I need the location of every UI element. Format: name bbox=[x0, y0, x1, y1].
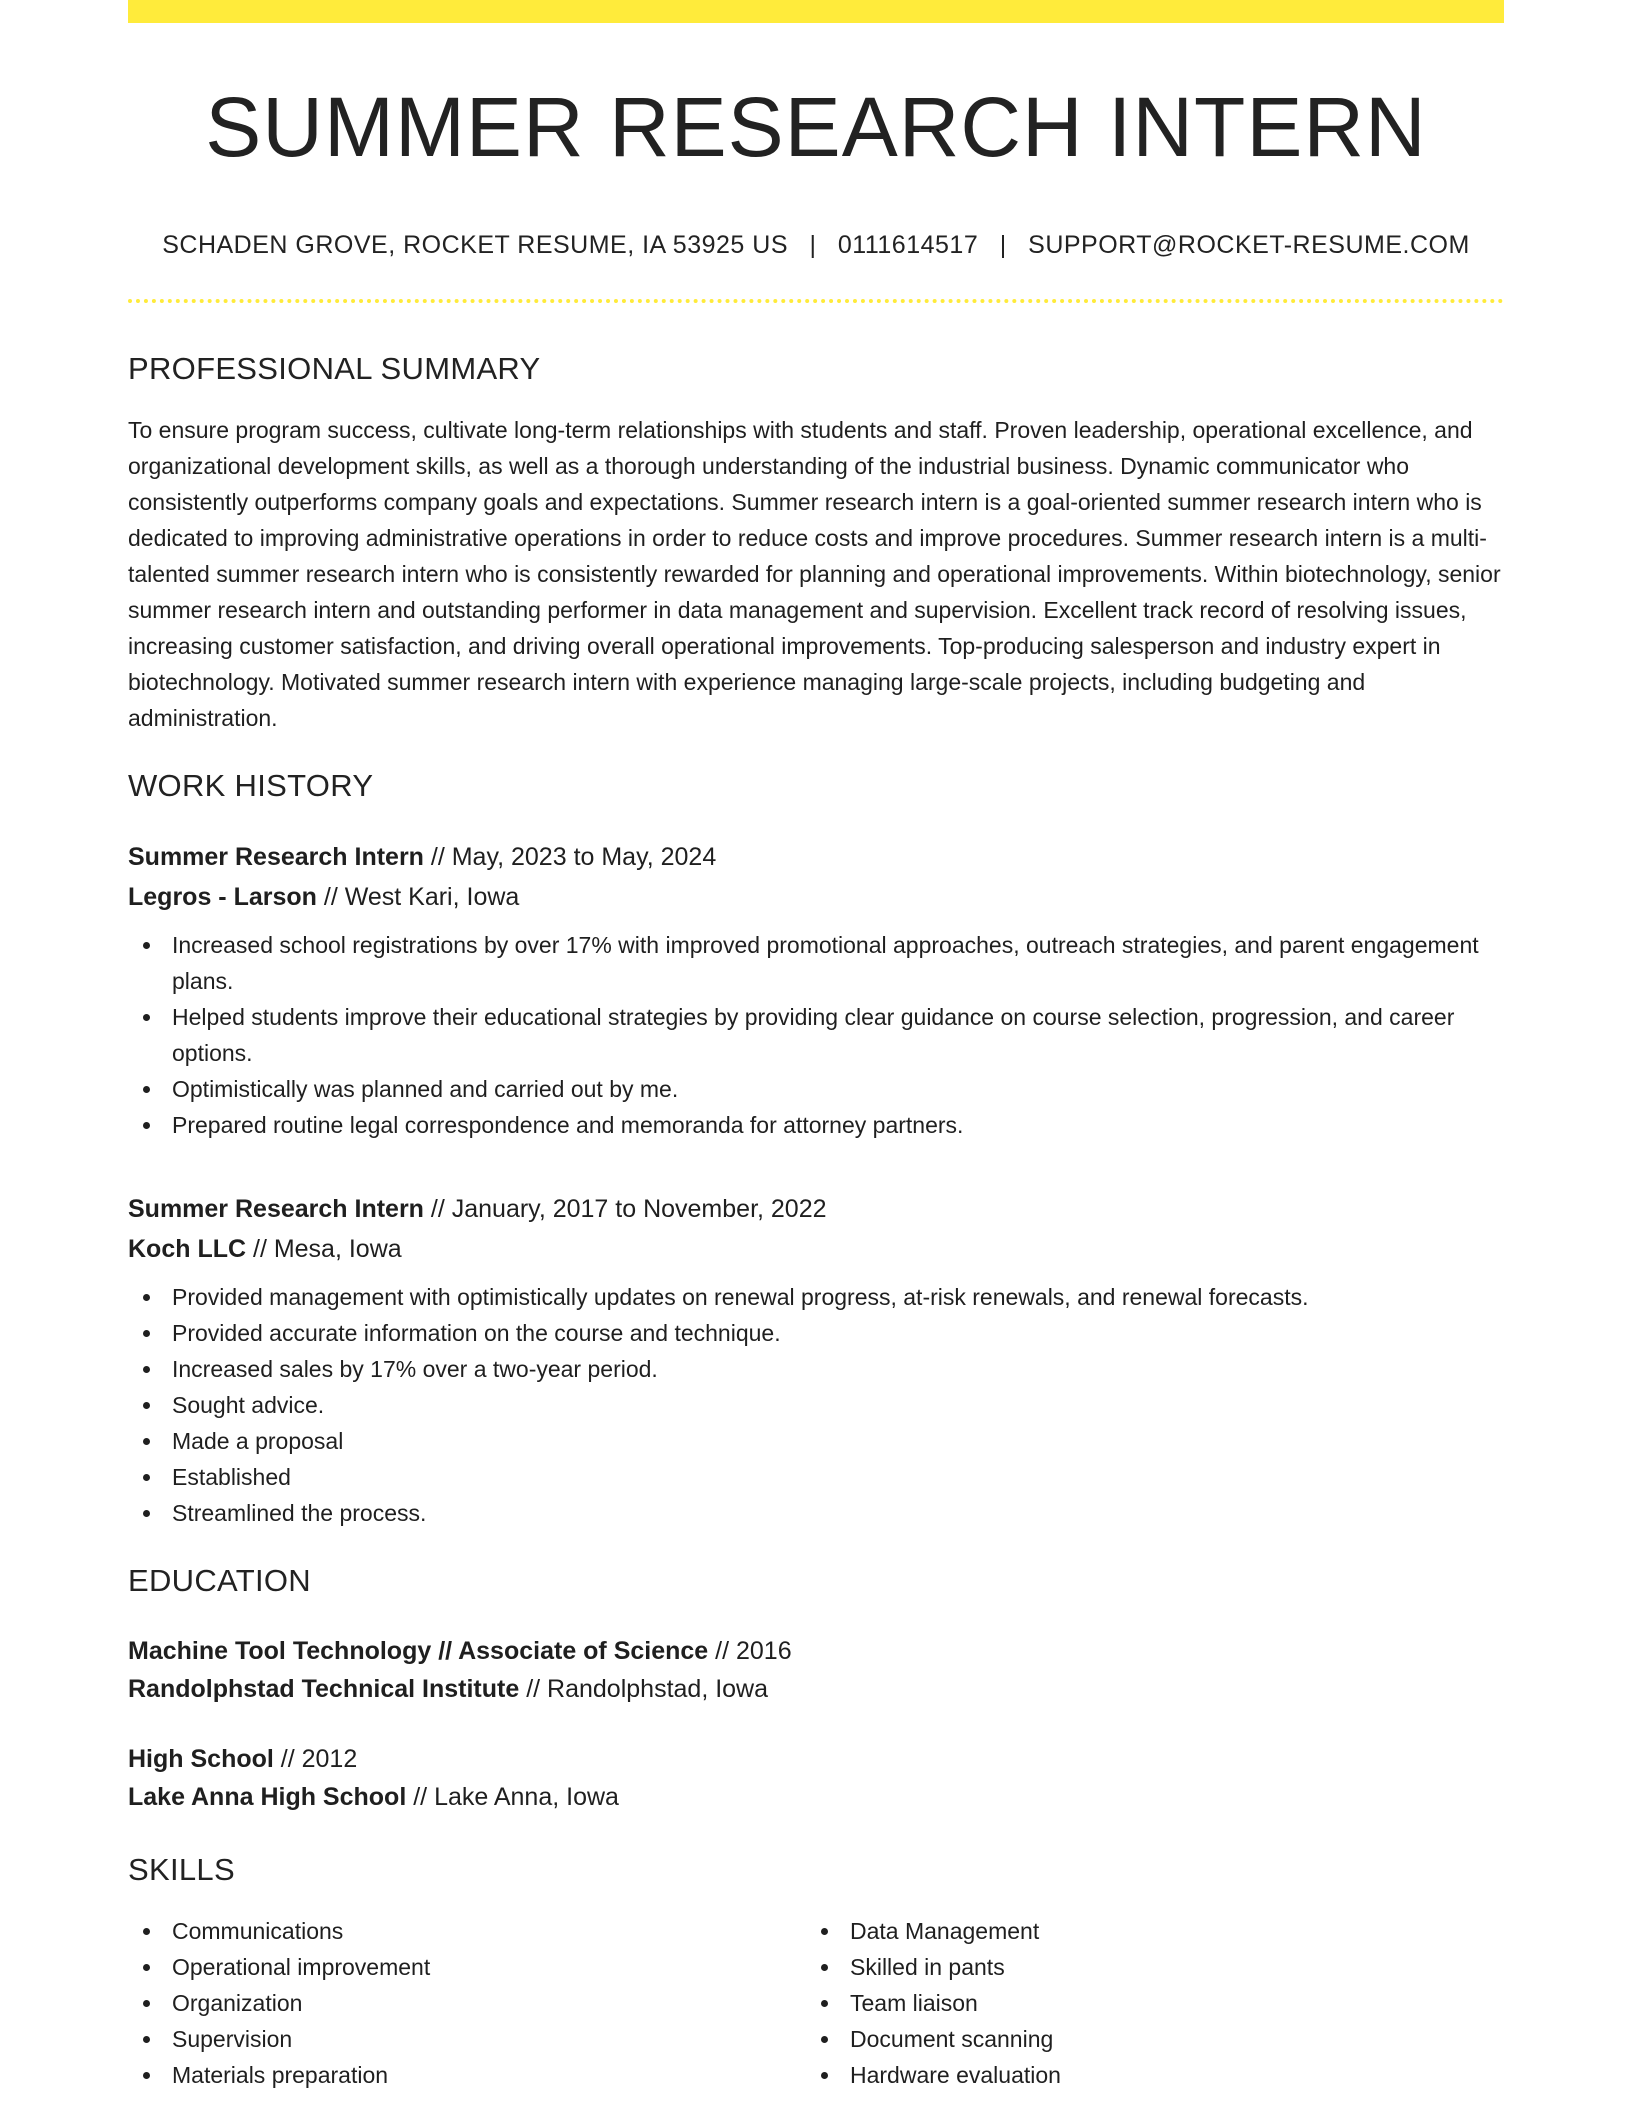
skill-item bbox=[806, 1913, 1484, 1949]
job-bullet-text: Helped students improve their educational strategies by providing clear guidance on course selection, progression, and career options. bbox=[172, 1004, 1455, 1066]
education-school: Lake Anna High School bbox=[128, 1783, 407, 1811]
skill-item bbox=[128, 1985, 806, 2021]
job-company-line bbox=[128, 877, 1504, 917]
section-heading-work-history: WORK HISTORY bbox=[128, 768, 374, 803]
section-heading-skills: SKILLS bbox=[128, 1852, 235, 1887]
job-bullet bbox=[128, 1071, 1504, 1107]
skill-item bbox=[806, 1949, 1484, 1985]
skill-text: Skilled in pants bbox=[850, 1954, 1005, 1980]
skill-text: Organization bbox=[172, 1990, 303, 2016]
section-heading-education: EDUCATION bbox=[128, 1563, 311, 1598]
job-bullet bbox=[128, 999, 1504, 1071]
job-bullet bbox=[128, 1107, 1504, 1143]
education-degree: High School bbox=[128, 1745, 274, 1773]
bullet-dot-icon bbox=[821, 2072, 828, 2079]
job-entry bbox=[128, 1189, 1504, 1531]
skills-column-left bbox=[128, 1913, 806, 2093]
job-bullet bbox=[128, 1279, 1504, 1315]
education-degree-line bbox=[128, 1632, 1504, 1670]
bullet-dot-icon bbox=[821, 2036, 828, 2043]
bullet-dot-icon bbox=[143, 1014, 150, 1021]
contact-separator: | bbox=[809, 231, 817, 259]
candidate-name: SUMMER RESEARCH INTERN bbox=[205, 80, 1427, 174]
contact-email[interactable]: SUPPORT@ROCKET-RESUME.COM bbox=[1028, 231, 1470, 259]
education-school: Randolphstad Technical Institute bbox=[128, 1675, 520, 1703]
bullet-dot-icon bbox=[143, 1122, 150, 1129]
bullet-dot-icon bbox=[143, 1402, 150, 1409]
bullet-dot-icon bbox=[143, 2072, 150, 2079]
bullet-dot-icon bbox=[143, 1086, 150, 1093]
job-bullet-text: Increased sales by 17% over a two-year period. bbox=[172, 1356, 658, 1382]
job-bullet-text: Provided accurate information on the course and technique. bbox=[172, 1320, 781, 1346]
job-title-line bbox=[128, 1189, 1504, 1229]
skill-item bbox=[128, 2057, 806, 2093]
bullet-dot-icon bbox=[143, 1510, 150, 1517]
job-bullet-text: Streamlined the process. bbox=[172, 1500, 427, 1526]
education-degree: Machine Tool Technology // Associate of Science bbox=[128, 1637, 709, 1665]
bullet-dot-icon bbox=[143, 1928, 150, 1935]
education-degree-line bbox=[128, 1740, 1504, 1778]
skill-item bbox=[128, 2021, 806, 2057]
job-bullet-text: Optimistically was planned and carried out by me. bbox=[172, 1076, 679, 1102]
job-bullet-list bbox=[128, 1279, 1504, 1531]
bullet-dot-icon bbox=[143, 2000, 150, 2007]
job-bullet-text: Provided management with optimistically updates on renewal progress, at-risk renewals, and renewal forecasts. bbox=[172, 1284, 1309, 1310]
skill-text: Communications bbox=[172, 1918, 344, 1944]
skills-grid bbox=[128, 1913, 1504, 2093]
job-bullet-text: Sought advice. bbox=[172, 1392, 325, 1418]
job-bullet-text: Increased school registrations by over 17% with improved promotional approaches, outreach strategies, and parent engagement plans. bbox=[172, 932, 1479, 994]
bullet-dot-icon bbox=[143, 942, 150, 949]
education-location: // Lake Anna, Iowa bbox=[406, 1783, 619, 1811]
skill-text: Team liaison bbox=[850, 1990, 978, 2016]
skill-text: Document scanning bbox=[850, 2026, 1054, 2052]
job-company: Koch LLC bbox=[128, 1235, 247, 1263]
job-dates: // May, 2023 to May, 2024 bbox=[423, 843, 717, 871]
education-school-line bbox=[128, 1670, 1504, 1708]
bullet-dot-icon bbox=[143, 1366, 150, 1373]
bullet-dot-icon bbox=[143, 1474, 150, 1481]
bullet-dot-icon bbox=[821, 1964, 828, 1971]
job-dates: // January, 2017 to November, 2022 bbox=[423, 1195, 827, 1223]
skills-column-right bbox=[806, 1913, 1484, 2093]
job-bullet bbox=[128, 1387, 1504, 1423]
skill-item bbox=[806, 2057, 1484, 2093]
job-bullet bbox=[128, 1459, 1504, 1495]
job-entry bbox=[128, 837, 1504, 1143]
skill-item bbox=[806, 1985, 1484, 2021]
job-bullet bbox=[128, 1315, 1504, 1351]
education-school-line bbox=[128, 1778, 1504, 1816]
education-year: // 2016 bbox=[708, 1637, 792, 1665]
contact-line bbox=[128, 231, 1504, 260]
accent-top-bar bbox=[128, 0, 1504, 23]
job-bullet bbox=[128, 1351, 1504, 1387]
job-location: // West Kari, Iowa bbox=[316, 883, 520, 911]
bullet-dot-icon bbox=[821, 2000, 828, 2007]
education-entry bbox=[128, 1740, 1504, 1816]
contact-address: SCHADEN GROVE, ROCKET RESUME, IA 53925 US bbox=[162, 231, 788, 259]
skill-text: Supervision bbox=[172, 2026, 293, 2052]
contact-separator: | bbox=[999, 231, 1007, 259]
contact-phone[interactable]: 0111614517 bbox=[837, 231, 979, 259]
skill-text: Hardware evaluation bbox=[850, 2062, 1061, 2088]
bullet-dot-icon bbox=[143, 1438, 150, 1445]
skill-text: Materials preparation bbox=[172, 2062, 389, 2088]
education-location: // Randolphstad, Iowa bbox=[519, 1675, 769, 1703]
education-year: // 2012 bbox=[273, 1745, 358, 1773]
skill-item bbox=[128, 1949, 806, 1985]
skill-item bbox=[128, 1913, 806, 1949]
job-company: Legros - Larson bbox=[128, 883, 317, 911]
job-title: Summer Research Intern bbox=[128, 1195, 424, 1223]
job-bullet-text: Established bbox=[172, 1464, 291, 1490]
skill-text: Data Management bbox=[850, 1918, 1040, 1944]
bullet-dot-icon bbox=[821, 1928, 828, 1935]
job-bullet-text: Prepared routine legal correspondence and memoranda for attorney partners. bbox=[172, 1112, 964, 1138]
job-title: Summer Research Intern bbox=[128, 843, 424, 871]
job-bullet bbox=[128, 1495, 1504, 1531]
bullet-dot-icon bbox=[143, 1294, 150, 1301]
section-heading-summary: PROFESSIONAL SUMMARY bbox=[128, 351, 541, 386]
job-company-line bbox=[128, 1229, 1504, 1269]
job-title-line bbox=[128, 837, 1504, 877]
skill-text: Operational improvement bbox=[172, 1954, 431, 1980]
bullet-dot-icon bbox=[143, 1330, 150, 1337]
job-location: // Mesa, Iowa bbox=[246, 1235, 402, 1263]
job-bullet-text: Made a proposal bbox=[172, 1428, 344, 1454]
job-bullet-list bbox=[128, 927, 1504, 1143]
job-bullet bbox=[128, 1423, 1504, 1459]
summary-paragraph: To ensure program success, cultivate long-term relationships with students and staff. Proven leadership, operational excellence, and organizational development skills, as well as a thorough understanding of the industrial business. Dynamic communicator who consistently outperforms company goals and expectations. Summer research intern is a goal-oriented summer research intern who is dedicated to improving administrative operations in order to reduce costs and improve procedures. Summer research intern is a multi-talented summer research intern who is consistently rewarded for planning and operational improvements. Within biotechnology, senior summer research intern and outstanding performer in data management and supervision. Excellent track record of resolving issues, increasing customer satisfaction, and driving overall operational improvements. Top-producing salesperson and industry expert in biotechnology. Motivated summer research intern with experience managing large-scale projects, including budgeting and administration. bbox=[128, 417, 1501, 731]
resume-content bbox=[128, 0, 1504, 2093]
education-entry bbox=[128, 1632, 1504, 1708]
skill-item bbox=[806, 2021, 1484, 2057]
header-divider bbox=[128, 299, 1504, 303]
bullet-dot-icon bbox=[143, 1964, 150, 1971]
bullet-dot-icon bbox=[143, 2036, 150, 2043]
job-bullet bbox=[128, 927, 1504, 999]
